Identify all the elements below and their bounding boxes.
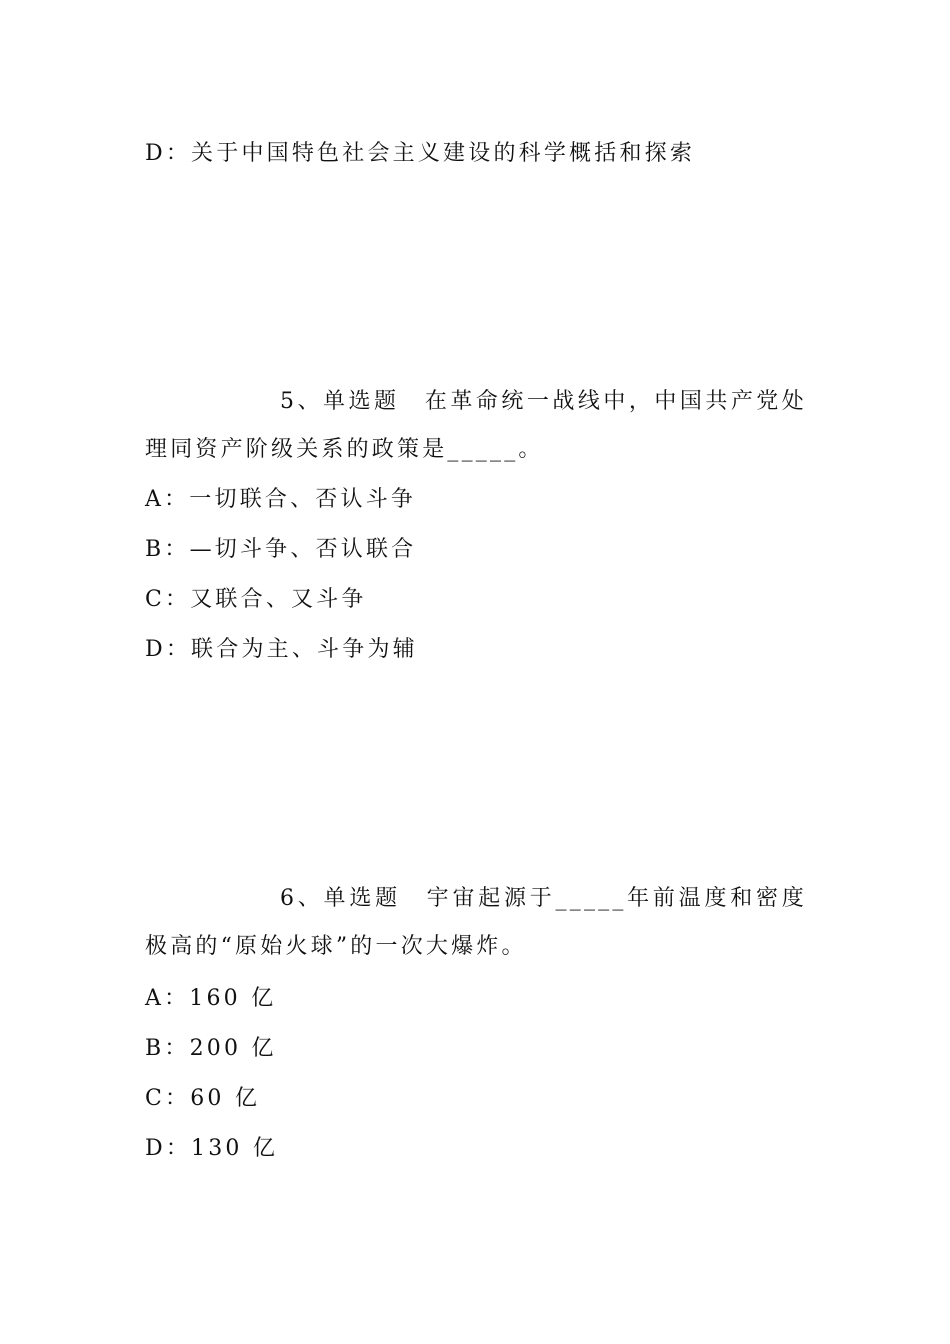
question-6-option-b: B：200 亿 [145,1036,277,1061]
prev-question-option-d: D：关于中国特色社会主义建设的科学概括和探索 [145,141,696,166]
question-6-title: 6、单选题 宇宙起源于_____年前温度和密度极高的“原始火球”的一次大爆炸。 [145,886,807,959]
question-6-option-a: A：160 亿 [145,986,277,1011]
question-5-option-c: C：又联合、又斗争 [145,587,367,612]
question-6-option-d: D：130 亿 [145,1136,279,1161]
question-5-title: 5、单选题 在革命统一战线中，中国共产党处理同资产阶级关系的政策是_____。 [145,389,807,462]
question-5-option-b: B：—切斗争、否认联合 [145,537,417,562]
question-5-option-a: A：一切联合、否认斗争 [145,487,417,512]
question-6-option-c: C：60 亿 [145,1086,261,1111]
question-5-option-d: D：联合为主、斗争为辅 [145,637,418,662]
